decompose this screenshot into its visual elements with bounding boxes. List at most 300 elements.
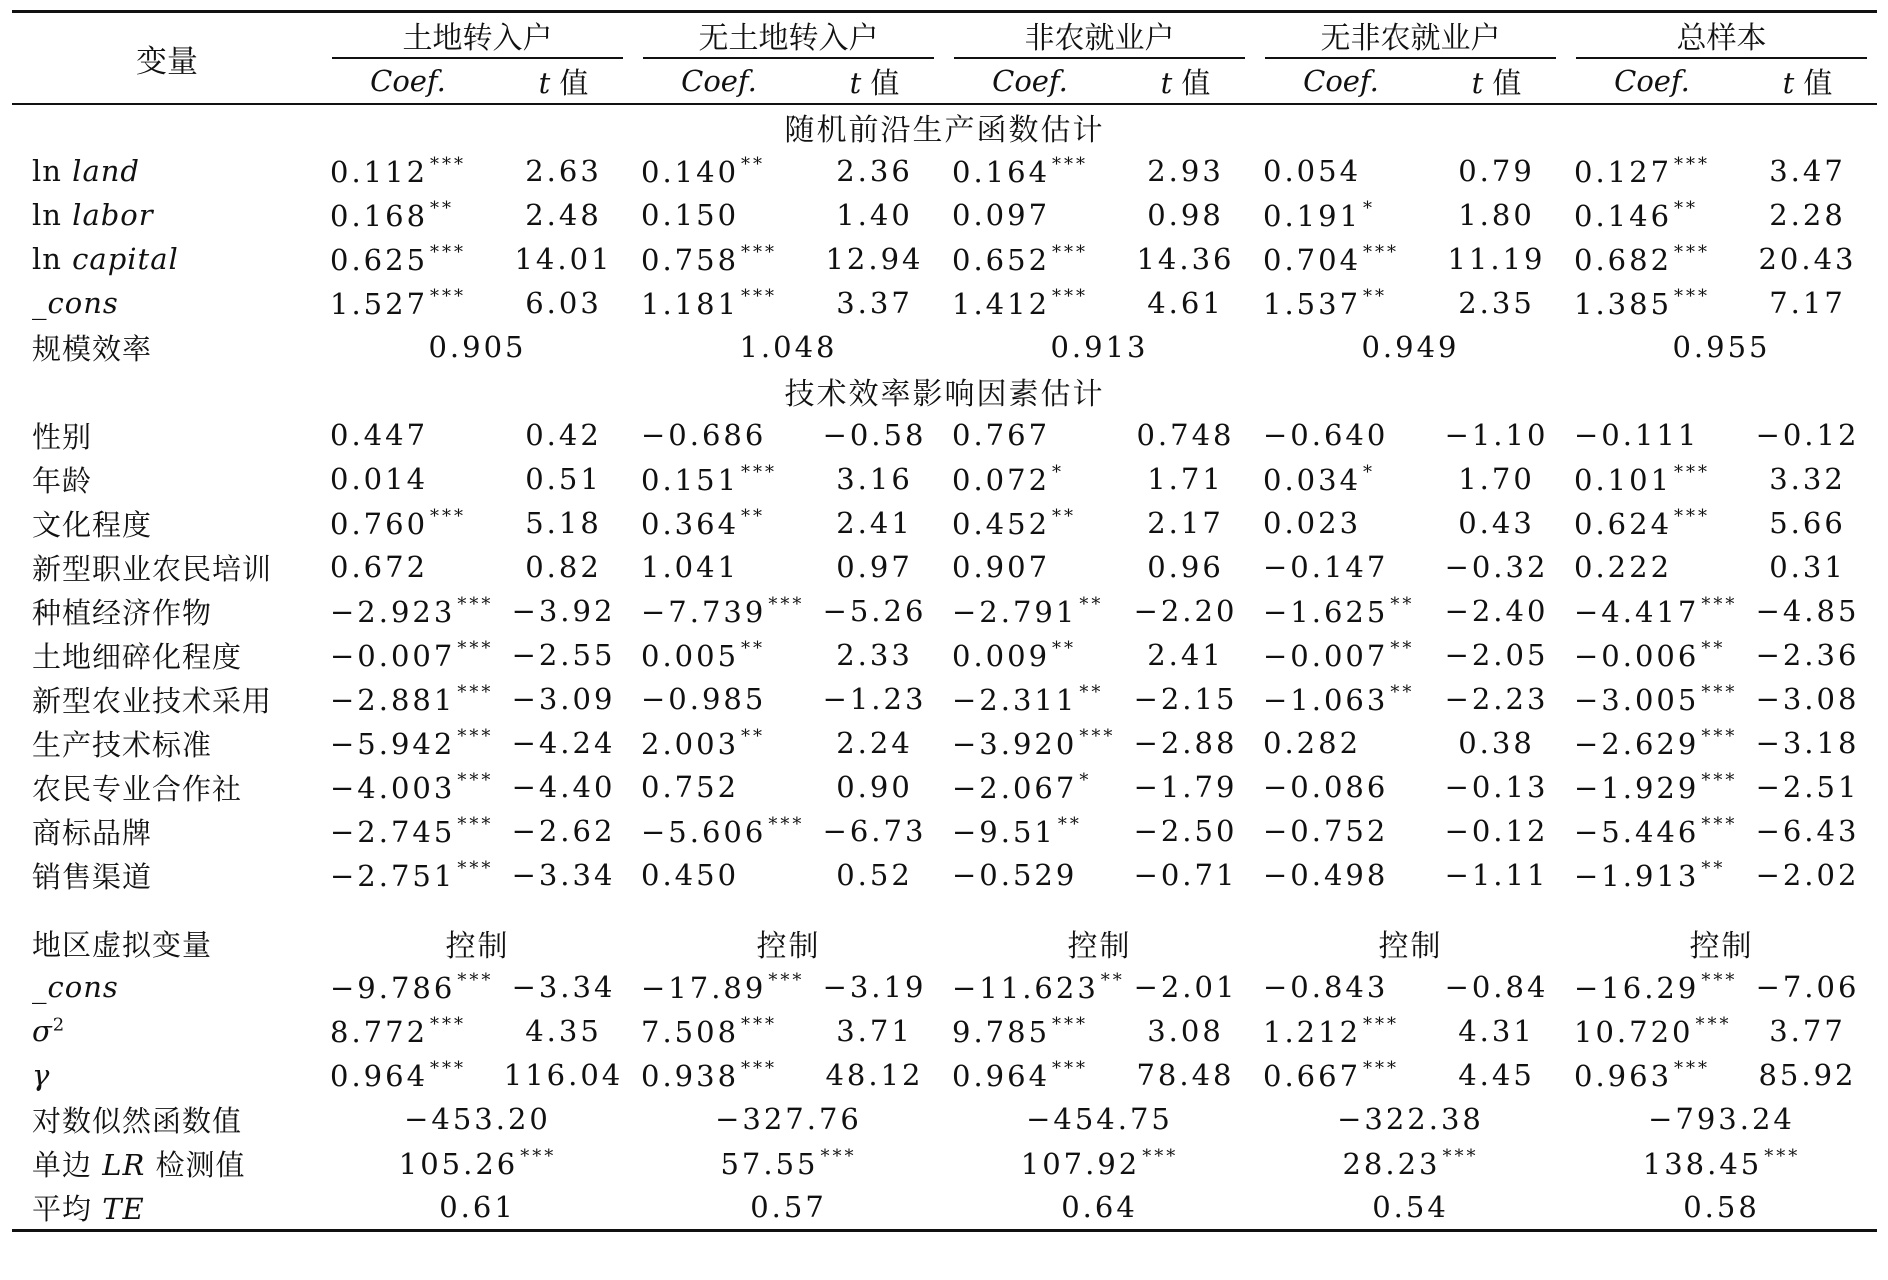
group-value-cell	[322, 1097, 633, 1141]
t-value-cell: −2.51	[1755, 770, 1860, 804]
significance-stars: *	[1052, 461, 1065, 483]
group-header-label: 总样本	[1576, 13, 1867, 59]
t-value-cell: −2.55	[511, 638, 616, 672]
t-value-cell: 0.42	[525, 418, 602, 452]
significance-stars: *	[1079, 769, 1092, 791]
coefficient-cell	[1255, 457, 1427, 501]
t-value-cell: −0.13	[1444, 770, 1549, 804]
coefficient-cell	[944, 965, 1125, 1009]
coefficient-value: −0.007	[1263, 638, 1389, 673]
table-row	[12, 853, 1877, 897]
coefficient-value: 0.127	[1574, 154, 1673, 189]
regression-table-container	[12, 10, 1876, 1232]
coefficient-cell	[944, 149, 1116, 193]
significance-stars: **	[430, 197, 455, 219]
group-value: 28.23	[1342, 1146, 1441, 1181]
coefficient-cell	[1255, 853, 1427, 897]
region-dummy-row	[12, 921, 1877, 965]
significance-stars: ***	[457, 813, 494, 835]
t-value-column-header	[494, 59, 633, 104]
coefficient-value: −0.752	[1263, 814, 1389, 848]
coefficient-cell	[1566, 965, 1738, 1009]
coefficient-value: 10.720	[1574, 1014, 1694, 1049]
row-label-prefix: 单边	[32, 1147, 103, 1182]
coefficient-value: −4.417	[1574, 594, 1700, 629]
coefficient-value: 0.151	[641, 462, 740, 497]
t-label: t	[538, 65, 551, 100]
group-header-label: 无非农就业户	[1265, 13, 1556, 59]
table-row	[12, 457, 1877, 501]
coefficient-cell	[633, 193, 805, 237]
t-value-cell: 0.52	[836, 858, 913, 892]
coefficient-cell	[633, 677, 805, 721]
variable-column-header: 变量	[12, 12, 322, 105]
t-value-cell: −6.73	[822, 814, 927, 848]
table-row	[12, 1009, 1877, 1053]
coefficient-value: −0.529	[952, 858, 1078, 892]
significance-stars: **	[1052, 637, 1077, 659]
t-value-column-header	[1427, 59, 1566, 104]
mean-te-row	[12, 1185, 1877, 1231]
t-value-cell: 2.41	[1147, 638, 1224, 672]
t-value-cell: 11.19	[1447, 242, 1546, 276]
coefficient-cell	[1566, 721, 1738, 765]
t-label-suffix: 值	[1172, 65, 1211, 100]
t-value-cell: −4.24	[511, 726, 616, 760]
coefficient-value: 0.101	[1574, 462, 1673, 497]
t-value-cell: −2.62	[511, 814, 616, 848]
t-value-cell: 4.31	[1458, 1014, 1535, 1048]
t-value-cell: 0.748	[1136, 418, 1235, 452]
t-value-cell: −0.84	[1444, 970, 1549, 1004]
group-value: −454.75	[1026, 1102, 1173, 1136]
significance-stars: ***	[1674, 1057, 1711, 1079]
coefficient-value: 0.034	[1263, 462, 1362, 497]
table-row	[12, 721, 1877, 765]
coefficient-cell	[944, 1009, 1116, 1053]
coef-label: Coef.	[681, 64, 757, 98]
t-value-cell: 0.96	[1147, 550, 1224, 584]
t-value-cell: 1.71	[1147, 462, 1224, 496]
coefficient-value: 0.009	[952, 638, 1051, 673]
coefficient-cell	[1566, 589, 1738, 633]
row-label: 规模效率	[32, 331, 153, 366]
coefficient-value: −1.913	[1574, 858, 1700, 893]
coefficient-value: 0.282	[1263, 726, 1362, 760]
significance-stars: ***	[741, 1057, 778, 1079]
coefficient-value: −9.786	[330, 970, 456, 1005]
coefficient-value: 0.112	[330, 154, 429, 189]
significance-stars: ***	[768, 813, 805, 835]
coefficient-cell	[1566, 545, 1738, 589]
significance-stars: **	[1674, 197, 1699, 219]
coefficient-value: 1.537	[1263, 286, 1362, 321]
coefficient-cell	[322, 1009, 494, 1053]
group-header-label: 土地转入户	[332, 13, 623, 59]
t-value-cell: −0.12	[1755, 418, 1860, 452]
row-label	[12, 237, 322, 281]
group-value-cell	[944, 1097, 1255, 1141]
significance-stars: **	[741, 505, 766, 527]
coefficient-value: 7.508	[641, 1014, 740, 1049]
significance-stars: ***	[520, 1145, 557, 1167]
coef-label: Coef.	[1303, 64, 1379, 98]
table-header	[12, 12, 1877, 105]
coefficient-value: 0.964	[330, 1058, 429, 1093]
coefficient-cell	[944, 281, 1116, 325]
coefficient-cell	[944, 765, 1116, 809]
t-value-cell: 2.33	[836, 638, 913, 672]
significance-stars: ***	[430, 1057, 467, 1079]
significance-stars: ***	[1701, 769, 1738, 791]
group-value-cell	[944, 1141, 1255, 1185]
significance-stars: ***	[430, 1013, 467, 1035]
coefficient-cell	[1566, 501, 1738, 545]
group-value-cell: 控制	[445, 929, 510, 964]
coefficient-cell	[322, 501, 494, 545]
coefficient-value: 1.181	[641, 286, 740, 321]
coefficient-cell	[1566, 457, 1738, 501]
t-value-cell: 1.80	[1458, 198, 1535, 232]
coefficient-cell	[322, 281, 494, 325]
coefficient-value: −9.51	[952, 814, 1056, 849]
coefficient-value: 0.938	[641, 1058, 740, 1093]
coef-label: Coef.	[370, 64, 446, 98]
coefficient-cell	[1566, 237, 1738, 281]
group-header	[322, 12, 633, 60]
t-value-cell: 2.35	[1458, 286, 1535, 320]
t-value-cell: 3.71	[836, 1014, 913, 1048]
significance-stars: ***	[430, 153, 467, 175]
coefficient-cell	[1566, 765, 1738, 809]
coefficient-value: 1.212	[1263, 1014, 1362, 1049]
coefficient-value: −0.498	[1263, 858, 1389, 892]
coefficient-value: 1.041	[641, 550, 740, 584]
scale-efficiency-row	[12, 325, 1877, 369]
coefficient-value: −0.006	[1574, 638, 1700, 673]
t-value-cell: −3.92	[511, 594, 616, 628]
row-label	[12, 193, 322, 237]
coefficient-cell	[633, 853, 805, 897]
group-value-cell: 控制	[1689, 929, 1754, 964]
significance-stars: ***	[1079, 725, 1116, 747]
t-value-cell: 2.36	[836, 154, 913, 188]
coefficient-cell	[322, 965, 494, 1009]
significance-stars: ***	[1674, 505, 1711, 527]
coefficient-value: 0.652	[952, 242, 1051, 277]
coefficient-cell	[1566, 677, 1738, 721]
coefficient-value: 0.140	[641, 154, 740, 189]
t-value-cell: −2.05	[1444, 638, 1549, 672]
coefficient-cell	[322, 149, 494, 193]
group-value: −453.20	[404, 1102, 551, 1136]
coefficient-cell	[944, 457, 1116, 501]
coefficient-value: 1.527	[330, 286, 429, 321]
coefficient-cell	[1566, 413, 1738, 457]
coefficient-value: 8.772	[330, 1014, 429, 1049]
row-label	[12, 149, 322, 193]
significance-stars: ***	[430, 241, 467, 263]
group-value: 57.55	[720, 1146, 819, 1181]
coefficient-cell	[1255, 809, 1427, 853]
group-value-cell	[322, 1141, 633, 1185]
significance-stars: **	[741, 153, 766, 175]
coefficient-value: −1.625	[1263, 594, 1389, 629]
t-label: t	[1160, 65, 1173, 100]
significance-stars: ***	[1363, 1013, 1400, 1035]
coefficient-value: −3.005	[1574, 682, 1700, 717]
row-label-italic: _cons	[32, 970, 119, 1004]
t-value-cell: 2.17	[1147, 506, 1224, 540]
coefficient-cell	[944, 193, 1116, 237]
t-label-suffix: 值	[550, 65, 589, 100]
group-value: 0.57	[750, 1190, 827, 1224]
group-value: −793.24	[1648, 1102, 1795, 1136]
t-value-cell: −2.40	[1444, 594, 1549, 628]
coefficient-cell	[633, 589, 805, 633]
significance-stars: ***	[820, 1145, 857, 1167]
coefficient-cell	[944, 545, 1116, 589]
coef-column-header	[944, 59, 1116, 104]
significance-stars: ***	[1674, 153, 1711, 175]
row-label-italic: capital	[72, 242, 179, 276]
table-row	[12, 633, 1877, 677]
significance-stars: ***	[457, 969, 494, 991]
t-value-cell: 4.45	[1458, 1058, 1535, 1092]
coefficient-value: −7.739	[641, 594, 767, 629]
group-value-cell	[633, 1097, 944, 1141]
coefficient-cell	[633, 501, 805, 545]
significance-stars: ***	[457, 681, 494, 703]
t-value-cell: 48.12	[825, 1058, 924, 1092]
t-value-cell: 0.79	[1458, 154, 1535, 188]
significance-stars: ***	[430, 285, 467, 307]
t-value-cell: 0.90	[836, 770, 913, 804]
significance-stars: ***	[741, 461, 778, 483]
t-value-cell: −3.08	[1755, 682, 1860, 716]
row-label: 地区虚拟变量	[32, 927, 213, 962]
group-value: 138.45	[1642, 1146, 1763, 1181]
significance-stars: **	[1701, 637, 1726, 659]
coefficient-value: 0.667	[1263, 1058, 1362, 1093]
group-value-cell: 控制	[1378, 929, 1443, 964]
significance-stars: ***	[457, 637, 494, 659]
coefficient-cell	[322, 545, 494, 589]
section-sfa-title: 随机前沿生产函数估计	[784, 113, 1105, 148]
coefficient-value: −0.686	[641, 418, 767, 452]
coefficient-cell	[944, 853, 1116, 897]
row-label-italic: σ	[32, 1014, 53, 1048]
coefficient-cell	[1255, 765, 1427, 809]
table-row	[12, 501, 1877, 545]
coefficient-value: 0.963	[1574, 1058, 1673, 1093]
row-label: 种植经济作物	[32, 595, 213, 630]
significance-stars: ***	[1701, 681, 1738, 703]
coefficient-cell	[944, 501, 1116, 545]
t-value-cell: −7.06	[1755, 970, 1860, 1004]
coefficient-cell	[322, 1053, 494, 1097]
coefficient-cell	[322, 809, 494, 853]
coefficient-cell	[633, 809, 805, 853]
t-value-cell: −1.11	[1444, 858, 1549, 892]
row-label: 商标品牌	[32, 815, 153, 850]
t-value-cell: −0.32	[1444, 550, 1549, 584]
coefficient-cell	[633, 545, 805, 589]
group-value-cell: 0.913	[1050, 330, 1149, 364]
t-value-cell: 1.40	[836, 198, 913, 232]
coefficient-cell	[633, 965, 805, 1009]
coefficient-value: 0.023	[1263, 506, 1362, 540]
significance-stars: **	[1057, 813, 1082, 835]
coefficient-value: −4.003	[330, 770, 456, 805]
significance-stars: **	[1100, 969, 1125, 991]
significance-stars: ***	[1142, 1145, 1179, 1167]
significance-stars: ***	[741, 241, 778, 263]
coefficient-value: −16.29	[1574, 970, 1700, 1005]
t-label-suffix: 值	[1483, 65, 1522, 100]
coefficient-cell	[633, 633, 805, 677]
group-value-cell: 0.955	[1672, 330, 1771, 364]
significance-stars: ***	[1701, 725, 1738, 747]
section-sfa-title-row	[12, 104, 1877, 149]
t-value-cell: 78.48	[1136, 1058, 1235, 1092]
significance-stars: ***	[741, 1013, 778, 1035]
group-value-cell	[1566, 1141, 1877, 1185]
significance-stars: ***	[457, 725, 494, 747]
group-value-cell: 控制	[756, 929, 821, 964]
t-value-cell: 2.63	[525, 154, 602, 188]
coefficient-value: −0.985	[641, 682, 767, 716]
coef-label: Coef.	[1614, 64, 1690, 98]
significance-stars: ***	[1052, 1057, 1089, 1079]
coefficient-cell	[633, 413, 805, 457]
coefficient-cell	[633, 1053, 805, 1097]
coefficient-cell	[633, 457, 805, 501]
coefficient-value: 0.452	[952, 506, 1051, 541]
coefficient-cell	[322, 237, 494, 281]
coefficient-value: −11.623	[952, 970, 1099, 1005]
t-label-suffix: 值	[861, 65, 900, 100]
coefficient-cell	[1566, 853, 1738, 897]
t-value-cell: −2.36	[1755, 638, 1860, 672]
significance-stars: **	[1701, 857, 1726, 879]
coefficient-cell	[322, 193, 494, 237]
coefficient-value: −0.086	[1263, 770, 1389, 804]
coefficient-value: −1.929	[1574, 770, 1700, 805]
table-row	[12, 149, 1877, 193]
coefficient-cell	[322, 765, 494, 809]
table-row	[12, 677, 1877, 721]
t-value-cell: −1.79	[1133, 770, 1238, 804]
row-label-italic: _cons	[32, 286, 119, 320]
table-row	[12, 1053, 1877, 1097]
significance-stars: ***	[457, 857, 494, 879]
significance-stars: ***	[1701, 593, 1738, 615]
t-value-cell: −0.58	[822, 418, 927, 452]
coefficient-value: 0.164	[952, 154, 1051, 189]
significance-stars: ***	[430, 505, 467, 527]
table-row	[12, 965, 1877, 1009]
t-value-cell: −1.23	[822, 682, 927, 716]
group-value-cell	[944, 1185, 1255, 1231]
row-label: 新型职业农民培训	[32, 551, 273, 586]
coefficient-value: 0.054	[1263, 154, 1362, 188]
coefficient-cell	[322, 457, 494, 501]
coefficient-cell	[322, 677, 494, 721]
row-label-italic: labor	[72, 198, 154, 232]
coefficient-value: 0.624	[1574, 506, 1673, 541]
row-label-prefix: 平均	[32, 1191, 103, 1226]
coefficient-cell	[1255, 545, 1427, 589]
coefficient-value: 0.072	[952, 462, 1051, 497]
group-value-cell: 0.949	[1361, 330, 1460, 364]
significance-stars: ***	[457, 593, 494, 615]
coefficient-value: −5.942	[330, 726, 456, 761]
coefficient-value: 0.150	[641, 198, 740, 232]
t-value-cell: 2.24	[836, 726, 913, 760]
coefficient-cell	[1255, 721, 1427, 765]
table-row	[12, 765, 1877, 809]
coefficient-value: −2.629	[1574, 726, 1700, 761]
coefficient-value: 0.364	[641, 506, 740, 541]
significance-stars: **	[1079, 681, 1104, 703]
t-value-column-header	[805, 59, 944, 104]
coef-column-header	[1566, 59, 1738, 104]
coefficient-cell	[1566, 1053, 1738, 1097]
table-body	[12, 104, 1877, 1231]
t-value-cell: 1.70	[1458, 462, 1535, 496]
t-value-cell: −2.01	[1133, 970, 1238, 1004]
coefficient-value: 0.168	[330, 198, 429, 233]
coefficient-cell	[1255, 501, 1427, 545]
coefficient-value: 0.760	[330, 506, 429, 541]
group-value: 0.61	[439, 1190, 516, 1224]
significance-stars: ***	[1764, 1145, 1801, 1167]
coefficient-cell	[1566, 1009, 1738, 1053]
log-likelihood-row	[12, 1097, 1877, 1141]
t-value-cell: 14.01	[514, 242, 613, 276]
t-label: t	[1782, 65, 1795, 100]
t-value-cell: −6.43	[1755, 814, 1860, 848]
coefficient-value: −0.147	[1263, 550, 1389, 584]
group-value-cell: 1.048	[739, 330, 838, 364]
t-value-cell: 2.93	[1147, 154, 1224, 188]
coefficient-cell	[322, 633, 494, 677]
t-value-cell: 14.36	[1136, 242, 1235, 276]
significance-stars: ***	[1052, 1013, 1089, 1035]
row-label: 土地细碎化程度	[32, 639, 243, 674]
coefficient-cell	[1255, 193, 1427, 237]
coefficient-value: −2.923	[330, 594, 456, 629]
significance-stars: ***	[1674, 285, 1711, 307]
coefficient-cell	[633, 1009, 805, 1053]
coef-column-header	[322, 59, 494, 104]
t-value-cell: 3.16	[836, 462, 913, 496]
row-label	[12, 1009, 322, 1053]
coefficient-value: 0.672	[330, 550, 429, 584]
significance-stars: ***	[768, 593, 805, 615]
significance-stars: ***	[1695, 1013, 1732, 1035]
t-value-cell: 7.17	[1769, 286, 1846, 320]
group-value-cell: 0.905	[428, 330, 527, 364]
coefficient-value: −17.89	[641, 970, 767, 1005]
t-value-cell: −3.18	[1755, 726, 1860, 760]
t-value-cell: 85.92	[1758, 1058, 1857, 1092]
coefficient-cell	[944, 589, 1116, 633]
t-value-cell: −0.71	[1133, 858, 1238, 892]
t-value-cell: 3.32	[1769, 462, 1846, 496]
coefficient-cell	[1566, 809, 1738, 853]
